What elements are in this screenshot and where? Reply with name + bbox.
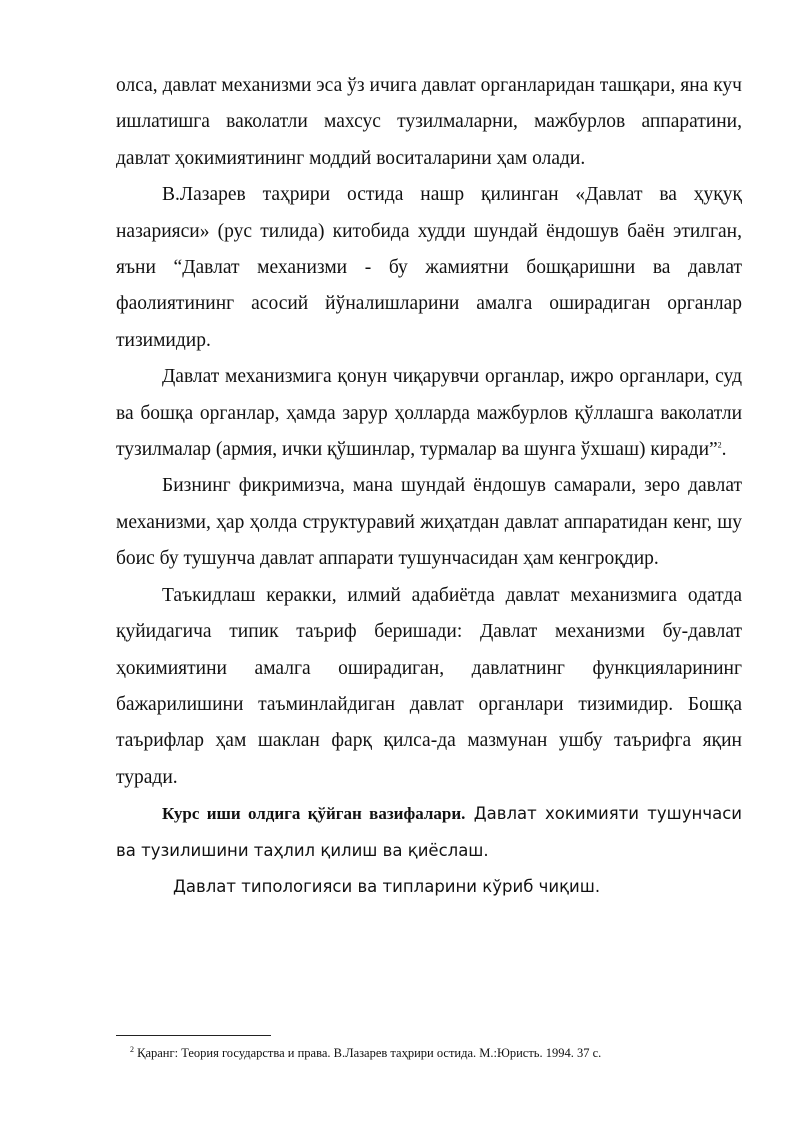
footnote-divider: [116, 1035, 271, 1036]
paragraph-5: Таъкидлаш керакки, илмий адабиётда давлат механизмига одатда қуйидагича типик таъриф беришади: Давлат механизми бу-давлат ҳокимиятини амалга оширадиган, давлатнинг функцияларининг бажарилишини таъминлайдиган давлат органлари тизимидир. Бошқа таърифлар ҳам шаклан фарқ қилса-да мазмунан ушбу таърифга яқин туради.: [116, 584, 742, 788]
paragraph-1: олса, давлат механизми эса ўз ичига давлат органларидан ташқари, яна куч ишлатишга ваколатли махсус тузилмаларни, мажбурлов аппаратини, давлат ҳокимиятининг моддий воситаларини ҳам олади.: [116, 75, 742, 169]
paragraph-6: [116, 796, 742, 869]
tasks-heading: Курс иши олдига қўйган вазифалари.: [162, 804, 466, 824]
footnote-reference[interactable]: 2: [717, 440, 722, 450]
paragraph-6-text: Давлат хокимияти тушунчаси ва тузилишини таҳлил қилиш ва қиёслаш.: [116, 804, 742, 860]
footnote-number: 2: [130, 1045, 134, 1054]
paragraph-4: Бизнинг фикримизча, мана шундай ёндошув самарали, зеро давлат механизми, ҳар ҳолда структуравий жиҳатдан давлат аппаратидан кенг, шу боис бу тушунча давлат аппарати тушунчасидан ҳам кенгроқдир.: [116, 475, 742, 570]
paragraph-7: Давлат типологияси ва типларини кўриб чиқиш.: [173, 876, 601, 896]
paragraph-3: [116, 359, 742, 468]
paragraph-3-end: .: [721, 439, 727, 461]
footnote-text: Қаранг: Теория государства и права. В.Лазарев таҳрири остида. М.:Юристь. 1994. 37 с.: [134, 1046, 602, 1061]
paragraph-2: В.Лазарев таҳрири остида нашр қилинган «Давлат ва ҳуқуқ назарияси» (рус тилида) китобида худди шундай ёндошув баён этилган, яъни “Давлат механизми - бу жамиятни бошқаришни ва давлат фаолиятининг асосий йўналишларини амалга оширадиган органлар тизимидир.: [116, 184, 742, 351]
body-text: [116, 68, 742, 905]
paragraph-3-text: Давлат механизмига қонун чиқарувчи органлар, ижро органлари, суд ва бошқа органлар, ҳамда зарур ҳолларда мажбурлов қўллашга ваколатли тузилмалар (армия, ички қўшинлар, турмалар ва шунга ўхшаш) киради”: [116, 366, 742, 461]
footnote: [130, 1042, 730, 1061]
